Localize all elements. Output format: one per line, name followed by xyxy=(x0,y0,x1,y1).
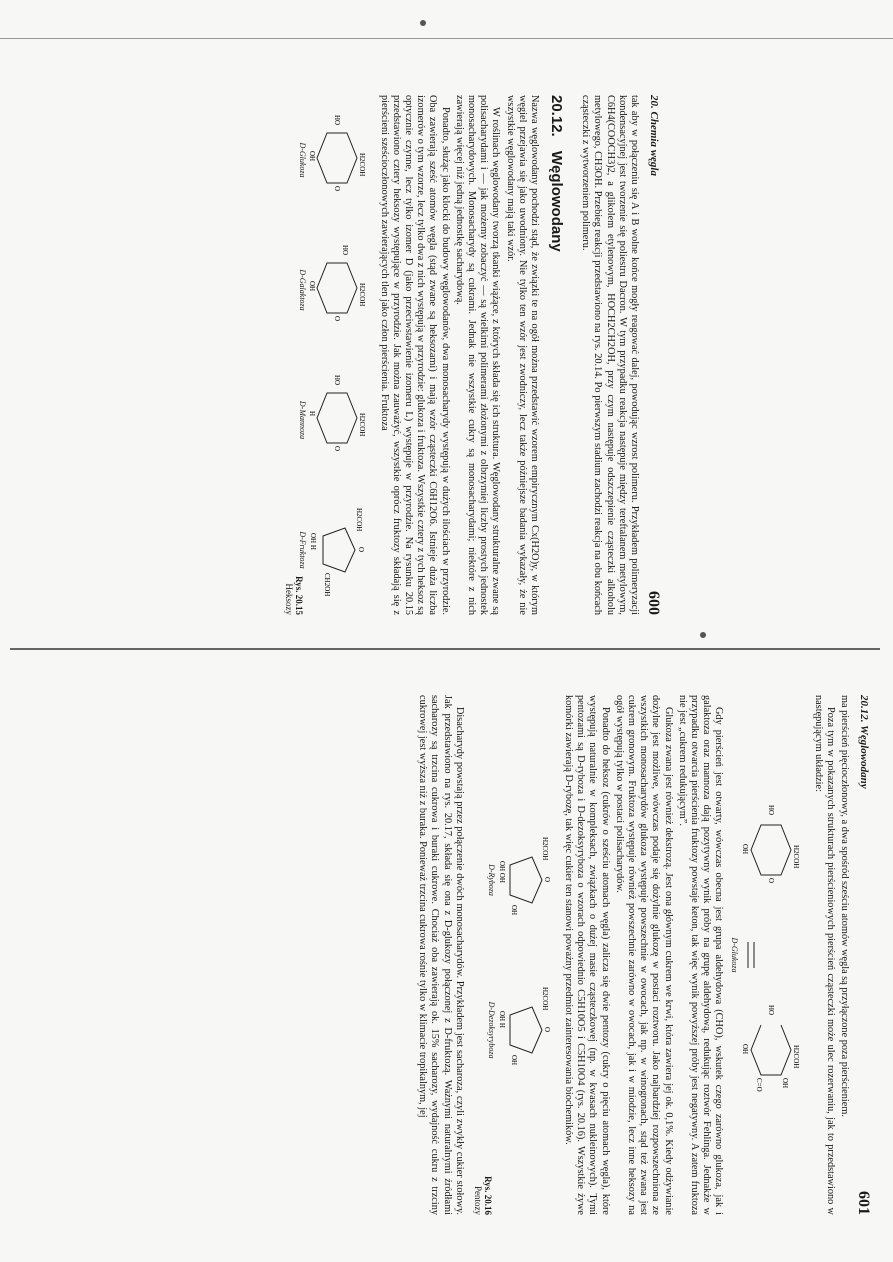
ring-structure xyxy=(498,985,554,1075)
svg-text:O: O xyxy=(767,878,776,884)
ch2oh-label: H2COH xyxy=(358,282,367,306)
svg-text:OH H: OH H xyxy=(309,532,318,550)
svg-text:HO: HO xyxy=(767,805,776,816)
ring-structure xyxy=(309,243,369,338)
paragraph: Ponadto, służąc jako klocki do budowy węglowodanów, dwa monosacharydy występują w dużych ilościach w przyrodzie. Oba zawierają sześć atomów węgla (stąd zwane są heksozami) i mają wzór cząsteczki C6H12O6. Istnieje duża liczba izomerów o tym wzorze, lecz tylko dwa z nich występują w przyrodzie: glukoza i fruktoza. Wszystkie cztery z tych heksoz są optycznie czynne, lecz tylko izomer D (jako przeciwstawienie izomeru L) występuje w przyrodzie. Na rysunku 20.15 przedstawiono cztery heksozy występujące w przyrodzie. Jak można zauważyć, wszystkie oprócz fruktozy składają się z pierścieni sześcioczłonowych zawierających tlen jako człon pierścienia. Fruktoza xyxy=(378,95,451,615)
molecule-glucose xyxy=(298,113,369,208)
molecule-name: D-Dezoksyryboza xyxy=(486,1001,496,1059)
binding-mark xyxy=(700,632,706,638)
ring-structure xyxy=(498,835,554,925)
svg-text:HO: HO xyxy=(333,114,342,125)
paragraph: Disacharydy powstają przez połączenie dwóch monosacharydów. Przykładem jest sacharoza, czyli zwykły cukier stołowy. Jak przedstawiono na rys. 20.17, składa się ona z D-glukozy połączonej z D-fruktozą. Ważnymi naturalnymi źródłami sacharozy są trzcina cukrowa i buraki cukrowe. Chociaż oba zawierają ok. 15% sacharozy, wydajność cukru z trzciny cukrowej jest wyższa niż z buraka. Ponieważ trzcina cukrowa rośnie tylko w klimacie tropikalnym, jej xyxy=(417,695,465,1215)
chapter-head: 20. Chemia węgla xyxy=(648,95,660,176)
molecule-galactose xyxy=(298,243,369,338)
molecule-name: D-Glukoza xyxy=(298,142,308,178)
paragraph: Poza tym w pokazanych strukturach pierścieniowych pierścień cząsteczki może ulec rozerwaniu, jak to przedstawiono w następującym układzie: xyxy=(812,695,836,1215)
intro-paragraph: tak aby w połączeniu się A i B wolne końce mogły reagować dalej, powodując wzrost polimeru. Przykładem polimeryzacji kondensacyjnej jest tworzenie się poliestru Dacron. W tym przypadku reakcja następuje między tereftalanem metylowym, C6H4(COOCH3)2, a glikolem etylenowym, HOCH2CH2OH, przy czym następuje odszczepienie cząsteczki alkoholu metylowego, CH3OH. Przebieg reakcji przedstawiono na rys. 20.14. Po pierwszym stadium zachodzi reakcja na obu końcach cząsteczki z wytworzeniem polimeru. xyxy=(580,95,640,615)
svg-text:OH: OH xyxy=(509,905,518,916)
svg-text:C=O: C=O xyxy=(755,1078,764,1092)
chapter-head: 20.12. Węglowodany xyxy=(858,695,870,789)
fold-line-mid xyxy=(10,648,880,650)
section-number: 20.12. xyxy=(547,95,565,137)
ch2oh-label: H2COH xyxy=(358,152,367,176)
page-600 xyxy=(100,95,660,615)
svg-text:O: O xyxy=(542,1027,551,1033)
glucose-ring xyxy=(741,800,803,910)
molecule-fructose xyxy=(298,503,369,598)
svg-text:OH: OH xyxy=(308,150,317,161)
svg-text:OH: OH xyxy=(308,280,317,291)
ch2oh-label: H2COH xyxy=(540,987,549,1011)
molecule-deoxyribose xyxy=(487,985,554,1075)
figure-number: Rys. 20.16 xyxy=(482,1176,493,1215)
paragraph: W roślinach węglowodany tworzą tkanki wiążące, z których składa się ich struktura. Węglowodany strukturalne zwane są polisacharydami i — jak możemy zobaczyć — są wielkimi polimerami złożonymi z olbrzymiej liczby prostych jednostek monosacharydowych. Monosacharydy są cukrami. Jednak nie wszystkie cukry są monosacharydami; niektóre z nich zawierają więcej niż jedną jednostkę sacharydową. xyxy=(453,95,502,615)
ch2oh-label: H2COH xyxy=(540,837,549,861)
molecule-name: D-Fruktoza xyxy=(298,531,308,569)
ring-structure xyxy=(309,373,369,468)
glucose-open-chain xyxy=(741,1000,803,1110)
running-head xyxy=(640,95,660,615)
section-heading xyxy=(548,95,565,615)
svg-text:OH: OH xyxy=(741,1044,750,1055)
svg-text:OH: OH xyxy=(741,844,750,855)
fold-line-top xyxy=(0,38,893,39)
molecule-name: D-Glukoza xyxy=(730,937,740,973)
molecule-ribose xyxy=(487,835,554,925)
figure-ring-opening xyxy=(741,695,803,1215)
binding-mark xyxy=(420,20,426,26)
paragraph: Ponadto do heksoz (cukrów o sześciu atomach węgla) zalicza się dwie pentozy (cukry o pięciu atomach węgla), które występują naturalnie w kompleksach, związkach o dużej masie cząsteczkowej (np. w kwasach nukleinowych). Tymi pentozami są D-ryboza i D-dezoksyryboza o wzorach odpowiednio C5H10O5 i C5H10O4 (rys. 20.16). Wszystkie żywe komórki zawierają D-rybozę, tak więc cukier ten stanowi poważny przedmiot zainteresowania biochemików. xyxy=(562,695,611,1215)
svg-text:HO: HO xyxy=(767,1005,776,1016)
equilibrium-arrow-icon xyxy=(741,940,761,970)
svg-text:O: O xyxy=(542,877,551,883)
svg-text:HO: HO xyxy=(333,374,342,385)
section-title: Węglowodany xyxy=(547,150,565,252)
ch2oh-label: H2COH xyxy=(358,412,367,436)
svg-text:O: O xyxy=(333,185,342,191)
svg-text:OH: OH xyxy=(781,1078,790,1089)
svg-text:O: O xyxy=(333,315,342,321)
paragraph: Glukoza zwana jest również dekstrozą. Jest ona głównym cukrem we krwi, która zawiera jej ok. 0,1%. Kiedy odżywianie dożylne jest możliwe, wówczas podaje się dożylnie glukozę w postaci roztworu. Jako najbardziej rozpowszechniona ze wszystkich monosacharydów glukoza występuje powszechnie w owocach, jak np. w winogronach, stąd też zwana jest cukrem gronowym. Fruktoza występuje również powszechnie zarówno w owocach, jak i w miodzie, lecz inne heksozy na ogół występują tylko w postaci polisacharydów. xyxy=(613,695,674,1215)
svg-text:H: H xyxy=(308,410,317,416)
paragraph: Gdy pierścień jest otwarty, wówczas obecna jest grupa aldehydowa (CHO), wskutek czego zarówno glukoza, jak i galaktoza oraz mannoza dają pozytywny wynik próby na grupę aldehydową, redukując roztwór Fehlinga. Jednakże w przypadku otwarcia pierścienia fruktozy powstaje keton, tak więc wynik powyższej próby jest negatywny. A zatem fruktoza nie jest „cukrem redukującym”. xyxy=(676,695,725,1215)
figure-subcaption: Pentozy xyxy=(472,1186,483,1215)
page-601 xyxy=(310,695,870,1215)
page-number: 600 xyxy=(645,591,662,615)
ch2oh-label: H2COH xyxy=(355,507,364,531)
figure-subcaption: Heksozy xyxy=(284,583,295,615)
ring-structure xyxy=(309,113,369,208)
figure-pentoses xyxy=(487,695,554,1215)
svg-text:OH: OH xyxy=(509,1055,518,1066)
svg-text:CH2OH: CH2OH xyxy=(323,572,332,596)
svg-text:H2COH: H2COH xyxy=(792,845,801,869)
figure-caption xyxy=(473,695,493,1215)
page-number: 601 xyxy=(855,1191,872,1215)
svg-text:OH H: OH H xyxy=(497,1011,506,1028)
figure-number: Rys. 20.15 xyxy=(294,576,305,615)
svg-text:O: O xyxy=(357,546,366,552)
svg-text:OH OH: OH OH xyxy=(497,861,506,883)
molecule-name: D-Mannoza xyxy=(298,400,308,440)
paragraph: ma pierścień pięcioczłonowy, a dwa spośród sześciu atomów węgla są przyłączone poza pierścieniem. xyxy=(839,695,850,1117)
glucose-caption xyxy=(730,695,739,1215)
molecule-name: D-Galaktoza xyxy=(298,269,308,311)
paragraph: Nazwa węglowodany pochodzi stąd, że związki te na ogół można przedstawić wzorem empirycznym Cx(H2O)y, w którym węgiel przejawia się jako uwodniony. Nie tylko ten wzór jest zwodniczy, lecz także późniejsze badania wykazały, że nie wszystkie węglowodany mają taki wzór. xyxy=(504,95,540,615)
svg-text:O: O xyxy=(333,445,342,451)
ring-structure xyxy=(309,503,369,598)
svg-text:H2COH: H2COH xyxy=(792,1045,801,1069)
molecule-mannose xyxy=(298,373,369,468)
running-head xyxy=(850,695,870,1215)
svg-text:HO: HO xyxy=(341,244,350,255)
figure-hexoses xyxy=(298,95,369,615)
molecule-name: D-Ryboza xyxy=(486,864,496,896)
